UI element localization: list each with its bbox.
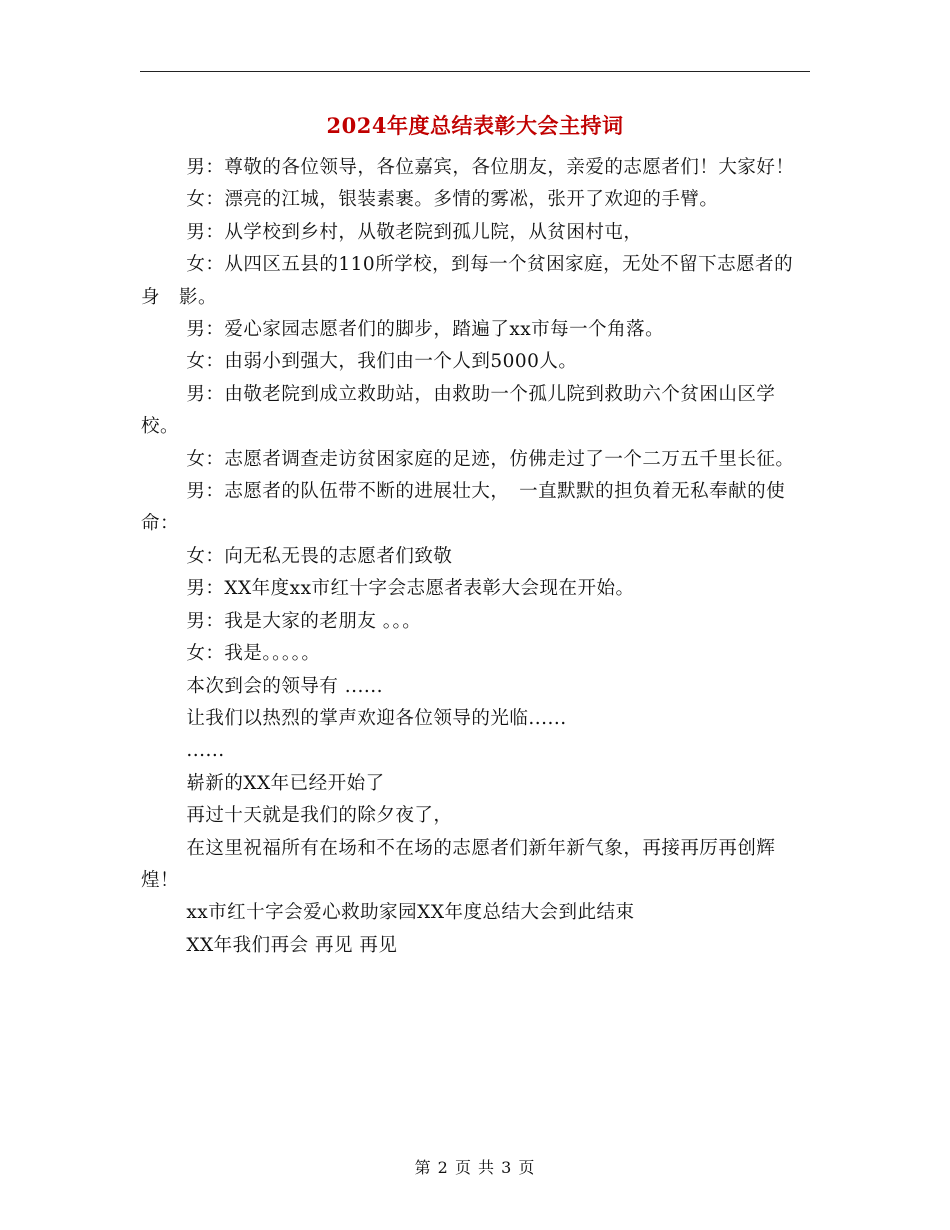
paragraph: ......: [186, 740, 225, 762]
paragraph: XX年我们再会 再见 再见: [186, 934, 398, 956]
paragraph: 男：尊敬的各位领导，各位嘉宾，各位朋友，亲爱的志愿者们！大家好！: [186, 157, 795, 178]
paragraph: 女：由弱小到强大，我们由一个人到5000人。: [186, 351, 578, 373]
paragraph: 崭新的XX年已经开始了: [186, 772, 385, 794]
page-number-footer: 第 2 页 共 3 页: [414, 1158, 536, 1177]
document-body: [141, 152, 811, 962]
paragraph: 男：志愿者的队伍带不断的进展壮大， 一直默默的担负着无私奉献的使命：: [141, 481, 786, 535]
paragraph: 在这里祝福所有在场和不在场的志愿者们新年新气象，再接再厉再创辉煌！: [141, 837, 776, 891]
paragraph: 女：漂亮的江城，银装素裹。多情的雾凇，张开了欢迎的手臂。: [186, 189, 719, 211]
paragraph: 女：向无私无畏的志愿者们致敬: [186, 545, 453, 567]
paragraph: 再过十天就是我们的除夕夜了，: [186, 805, 453, 827]
document-title: 2024年度总结表彰大会主持词: [326, 113, 624, 138]
paragraph: 男：由敬老院到成立救助站，由救助一个孤儿院到救助六个贫困山区学校。: [141, 383, 776, 438]
paragraph: 男：从学校到乡村，从敬老院到孤儿院，从贫困村屯，: [186, 221, 643, 243]
paragraph: 男：XX年度xx市红十字会志愿者表彰大会现在开始。: [186, 578, 635, 600]
paragraph: 男：爱心家园志愿者们的脚步，踏遍了xx市每一个角落。: [186, 319, 665, 341]
paragraph: 女：从四区五县的110所学校，到每一个贫困家庭，无处不留下志愿者的身 影。: [141, 254, 794, 308]
paragraph: 男：我是大家的老朋友 。。。: [186, 610, 422, 632]
paragraph: 让我们以热烈的掌声欢迎各位领导的光临......: [186, 707, 567, 729]
header-rule: [140, 71, 810, 72]
paragraph: 女：我是。。。。。: [186, 643, 321, 665]
paragraph: 本次到会的领导有 ......: [186, 675, 383, 697]
paragraph: 女：志愿者调查走访贫困家庭的足迹，仿佛走过了一个二万五千里长征。: [186, 448, 795, 470]
paragraph: xx市红十字会爱心救助家园XX年度总结大会到此结束: [186, 902, 635, 924]
